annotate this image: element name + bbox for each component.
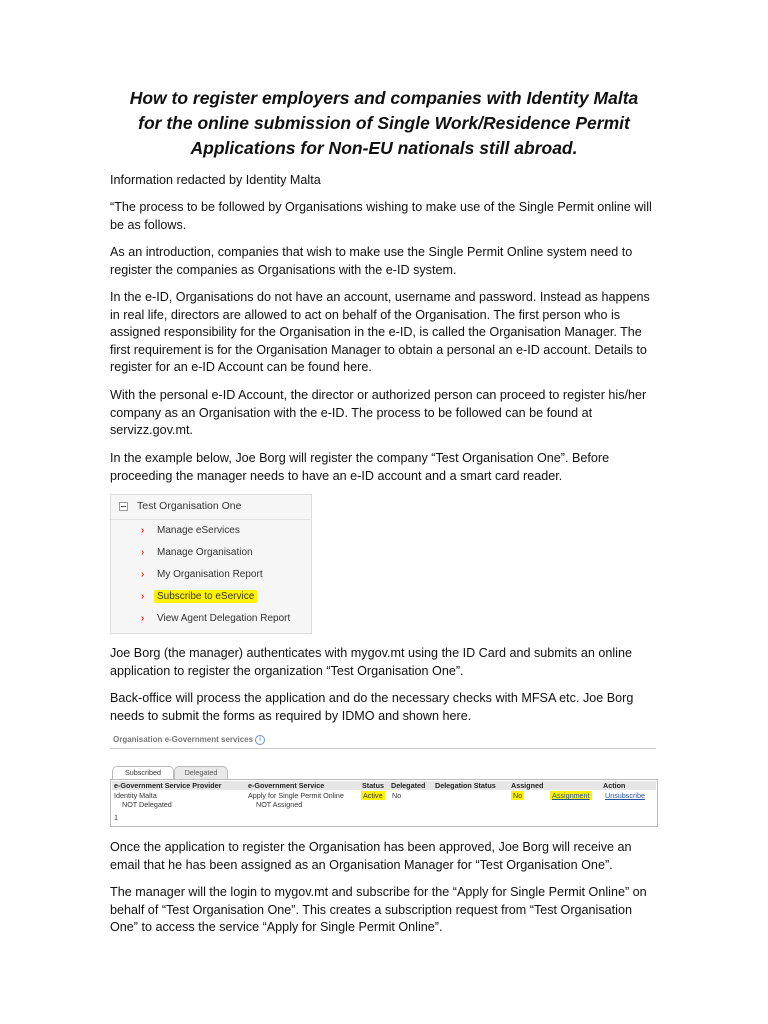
- paragraph-back-office: Back-office will process the application and do the necessary checks with MFSA etc. Joe Borg needs to submit the forms as required by IDMO and shown here.: [110, 691, 634, 723]
- chevron-right-icon: ›: [141, 613, 145, 624]
- cell-provider: Identity Malta: [114, 791, 157, 800]
- egov-services-screenshot: [110, 732, 658, 826]
- organisation-menu-header[interactable]: [111, 495, 311, 520]
- column-header-assigned: Assigned: [511, 781, 544, 790]
- paragraph-process: “The process to be followed by Organisations wishing to make use of the Single Permit online will be as follows.: [110, 200, 652, 232]
- paragraph-authenticate: Joe Borg (the manager) authenticates with mygov.mt using the ID Card and submits an online application to register the organization “Test Organisation One”.: [110, 646, 632, 678]
- paragraph-approval: Once the application to register the Organisation has been approved, Joe Borg will receive an email that he has been assigned as an Organisation Manager for “Test Organisation One”.: [110, 840, 632, 872]
- collapse-icon[interactable]: [119, 502, 128, 511]
- paragraph-example: In the example below, Joe Borg will register the company “Test Organisation One”. Before proceeding the manager needs to have an e-ID account and a smart card reader.: [110, 451, 610, 483]
- cell-assigned: No: [513, 791, 523, 800]
- column-header-service: e-Government Service: [248, 781, 325, 790]
- chevron-right-icon: ›: [141, 547, 145, 558]
- cell-service: Apply for Single Permit Online: [248, 791, 344, 800]
- paragraph-subscribe: The manager will the login to mygov.mt and subscribe for the “Apply for Single Permit Online” on behalf of “Test Organisation One”. This creates a subscription request from “Test Organisation One” to access the service “Apply for Single Permit Online”.: [110, 885, 647, 934]
- title-line-2: for the online submission of Single Work/Residence Permit: [138, 113, 630, 133]
- organisation-menu-title: Test Organisation One: [137, 500, 242, 512]
- organisation-menu-screenshot: Test Organisation One › Manage eServices › Manage Organisation › My Organisation Report › Subscribe to eService › View Agent Delegation Report: [110, 494, 312, 634]
- column-header-status: Status: [362, 781, 384, 790]
- table-subrow: [112, 800, 656, 809]
- tab-subscribed[interactable]: Subscribed: [112, 766, 174, 779]
- egov-services-title: Organisation e-Government services i: [113, 735, 265, 745]
- assignment-link[interactable]: Assignment: [552, 791, 590, 800]
- paragraph-introduction: As an introduction, companies that wish to make use the Single Permit Online system need to register the companies as Organisations with the e-ID system.: [110, 245, 633, 277]
- table-footer: [112, 813, 656, 822]
- info-icon[interactable]: i: [255, 735, 265, 745]
- cell-delegated: No: [392, 791, 402, 800]
- tab-delegated[interactable]: Delegated: [174, 766, 228, 779]
- column-header-action: Action: [603, 781, 626, 790]
- divider: [110, 748, 656, 749]
- cell-not-assigned: NOT Assigned: [256, 800, 303, 809]
- cell-not-delegated: NOT Delegated: [122, 800, 172, 809]
- unsubscribe-link[interactable]: Unsubscribe: [605, 791, 645, 800]
- document-title: [90, 86, 678, 161]
- chevron-right-icon: ›: [141, 569, 145, 580]
- column-header-delegated: Delegated: [391, 781, 426, 790]
- column-header-provider: e-Government Service Provider: [114, 781, 222, 790]
- services-table: [110, 779, 658, 827]
- cell-status-badge: Active: [363, 791, 383, 800]
- column-header-delegation-status: Delegation Status: [435, 781, 496, 790]
- title-line-3: Applications for Non-EU nationals still abroad.: [190, 138, 578, 158]
- paragraph-eid-organisations: In the e-ID, Organisations do not have an account, username and password. Instead as happens in real life, directors are allowed to act on behalf of the Organisation. The first person who is assigned responsibility for the Organisation in the e-ID, is called the Organisation Manager. The first requirement is for the Organisation Manager to obtain a personal an e-ID account. Details to register for an e-ID Account can be found here.: [110, 290, 650, 374]
- title-line-1: How to register employers and companies with Identity Malta: [129, 88, 639, 108]
- pagination-page-number[interactable]: 1: [114, 813, 118, 822]
- redaction-note: Information redacted by Identity Malta: [110, 173, 321, 187]
- paragraph-register-company: With the personal e-ID Account, the director or authorized person can proceed to register his/her company as an Organisation with the e-ID. The process to be followed can be found at servizz.gov.mt.: [110, 388, 647, 437]
- table-row: [112, 791, 656, 800]
- table-header-row: [112, 781, 656, 790]
- chevron-right-icon: ›: [141, 591, 145, 602]
- chevron-right-icon: ›: [141, 525, 145, 536]
